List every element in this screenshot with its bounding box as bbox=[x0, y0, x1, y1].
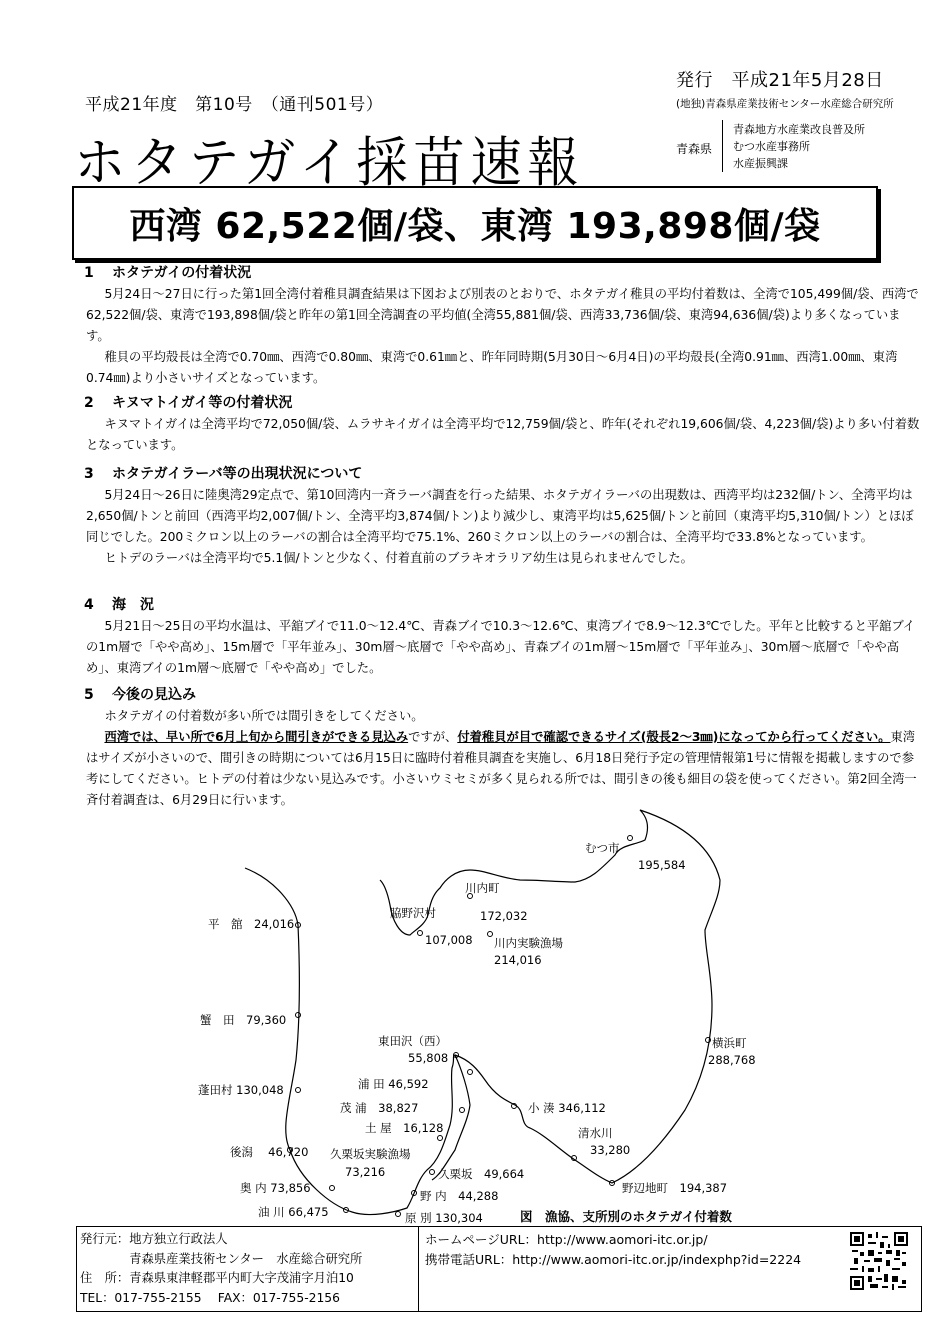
map-label: 久栗坂 49,664 bbox=[438, 1167, 525, 1181]
footer-line: 青森県産業技術センター 水産総合研究所 bbox=[80, 1251, 363, 1266]
paragraph: キヌマトイガイは全湾平均で72,050個/袋、ムラサキイガイは全湾平均で12,759個/袋と、昨年(それぞれ19,606個/袋、4,223個/袋)より多い付着数となっています。 bbox=[86, 417, 920, 452]
map-value: 288,768 bbox=[708, 1053, 756, 1067]
publication-date: 発行 平成21年5月28日 bbox=[676, 70, 884, 91]
paragraph: 5月24日～26日に陸奥湾29定点で、第10回湾内一斉ラーバ調査を行った結果、ホタテガイラーバの出現数は、西湾平均は232個/トン、全湾平均は2,650個/トンと前回（西湾平均2,007個/トン、全湾平均3,874個/トン)より減少し、東湾平均は5,625個/トンと前回（東湾平均5,310個/トン）とほぼ同じでした。200ミクロン以上のラーバの割合は全湾平均で75.1%、260ミクロン以上のラーバの割合は、全湾平均で33.8%となっています。 bbox=[86, 488, 914, 544]
map-label: 久栗坂実験漁場 bbox=[330, 1147, 411, 1161]
qr-code-icon bbox=[850, 1232, 908, 1290]
section-heading: 3 ホタテガイラーバ等の出現状況について bbox=[84, 466, 363, 482]
footer-urls bbox=[425, 1230, 801, 1269]
footer-line: 発行元：地方独立行政法人 bbox=[80, 1232, 228, 1246]
map-label: 後潟 46,720 bbox=[230, 1145, 309, 1159]
map-label: 東田沢（西） bbox=[378, 1034, 447, 1048]
map-label: 奥 内 73,856 bbox=[240, 1181, 311, 1195]
paragraph: 西湾では、早い所で6月上旬から間引きができる見込みですが、付着稚貝が目で確認できるサイズ(殻長2～3㎜)になってから行ってください。東湾はサイズが小さいので、間引きの時期については6月15日に臨時付着稚貝調査を実施し、6月18日発行予定の管理情報第1号に情報を掲載しますので参考にしてください。ヒトデの付着は少ない見込みです。小さいウミセミが多く見られる所では、間引きの後も細目の袋を使ってください。第2回全湾一斉付着調査は、6月29日に行います。 bbox=[86, 730, 917, 807]
prefecture-label: 青森県 bbox=[676, 142, 713, 156]
map-label: 野辺地町 194,387 bbox=[622, 1181, 728, 1195]
footer-divider bbox=[418, 1226, 419, 1312]
map-label: 平 舘 24,016 bbox=[208, 917, 295, 931]
org-item: 青森地方水産業改良普及所 bbox=[733, 123, 865, 136]
footer-contact bbox=[80, 1230, 362, 1308]
map-label: 原 別 130,304 bbox=[405, 1211, 483, 1225]
org-item: 水産振興課 bbox=[733, 157, 788, 170]
mobile-url[interactable]: 携帯電話URL：http://www.aomori-itc.or.jp/indexphp?id=2224 bbox=[425, 1251, 802, 1267]
section-heading: 5 今後の見込み bbox=[84, 687, 196, 703]
emphasis-text: 西湾では、早い所で6月上旬から間引きができる見込み bbox=[104, 730, 409, 744]
map-label: 脇野沢村 bbox=[390, 906, 436, 920]
org-item: むつ水産事務所 bbox=[733, 140, 810, 153]
map-value: 172,032 bbox=[480, 909, 528, 923]
headline: 西湾 62,522個/袋、東湾 193,898個/袋 bbox=[129, 205, 821, 247]
page-title: ホタテガイ採苗速報 bbox=[74, 131, 585, 194]
footer-line: TEL：017-755-2155 FAX：017-755-2156 bbox=[80, 1290, 340, 1305]
map-label: 油 川 66,475 bbox=[258, 1205, 329, 1219]
map-value: 214,016 bbox=[494, 953, 542, 967]
paragraph: ホタテガイの付着数が多い所では間引きをしてください。 bbox=[104, 709, 424, 723]
map-label: 蟹 田 79,360 bbox=[200, 1013, 287, 1027]
map-label: 小 湊 346,112 bbox=[528, 1101, 606, 1115]
map-label: 浦 田 46,592 bbox=[358, 1077, 429, 1091]
section-heading: 4 海 況 bbox=[84, 597, 154, 613]
map-value: 195,584 bbox=[638, 858, 686, 872]
map-value: 107,008 bbox=[425, 933, 473, 947]
map-label: 川内実験漁場 bbox=[494, 936, 563, 950]
map-value: 55,808 bbox=[408, 1051, 449, 1065]
figure-caption: 図 漁協、支所別のホタテガイ付着数 bbox=[520, 1209, 732, 1224]
map-label: 野 内 44,288 bbox=[420, 1189, 499, 1203]
homepage-url[interactable]: ホームページURL：http://www.aomori-itc.or.jp/ bbox=[425, 1232, 708, 1247]
emphasis-text: 付着稚貝が目で確認できるサイズ(殻長2～3㎜)になってから行ってください。 bbox=[457, 730, 891, 744]
section-heading: 2 キヌマトイガイ等の付着状況 bbox=[84, 395, 293, 411]
paragraph: ヒトデのラーバは全湾平均で5.1個/トンと少なく、付着直前のブラキオラリア幼生は見られませんでした。 bbox=[104, 551, 693, 565]
map-label: 土 屋 16,128 bbox=[365, 1121, 444, 1135]
section-heading: 1 ホタテガイの付着状況 bbox=[84, 265, 252, 281]
map-label: 茂 浦 38,827 bbox=[340, 1101, 419, 1115]
footer-line: 住 所：青森県東津軽郡平内町大字茂浦字月泊10 bbox=[80, 1271, 354, 1285]
map-label: 川内町 bbox=[465, 881, 500, 895]
issue-number: 平成21年度 第10号 （通刊501号） bbox=[85, 95, 384, 115]
institute-name: (地独)青森県産業技術センター水産総合研究所 bbox=[676, 98, 894, 110]
map-label: 蓬田村 130,048 bbox=[198, 1083, 284, 1097]
map-value: 33,280 bbox=[590, 1143, 631, 1157]
map-value: 73,216 bbox=[345, 1165, 386, 1179]
map-label: むつ市 bbox=[585, 841, 620, 855]
paragraph: 稚貝の平均殻長は全湾で0.70㎜、西湾で0.80㎜、東湾で0.61㎜と、昨年同時期(5月30日～6月4日)の平均殻長(全湾0.91㎜、西湾1.00㎜、東湾0.74㎜)より小さいサイズとなっています。 bbox=[86, 350, 898, 385]
paragraph: 5月24日～27日に行った第1回全湾付着稚貝調査結果は下図および別表のとおりで、ホタテガイ稚貝の平均付着数は、全湾で105,499個/袋、西湾で62,522個/袋、東湾で193,898個/袋と昨年の第1回全湾調査の平均値(全湾55,881個/袋、西湾33,736個/袋、東湾94,636個/袋)より多くなっています。 bbox=[86, 287, 919, 343]
map-label: 横浜町 bbox=[712, 1036, 747, 1050]
paragraph: 5月21日～25日の平均水温は、平舘ブイで11.0～12.4℃、青森ブイで10.3～12.6℃、東湾ブイで8.9～12.3℃でした。平年と比較すると平舘ブイの1m層で「やや高め」、15m層で「平年並み」、30m層～底層で「やや高め」、青森ブイの1m層～15m層で「平年並み」、30m層～底層で「やや高め」、東湾ブイの1m層～底層で「やや高め」でした。 bbox=[86, 619, 915, 675]
map-label: 清水川 bbox=[578, 1126, 613, 1140]
